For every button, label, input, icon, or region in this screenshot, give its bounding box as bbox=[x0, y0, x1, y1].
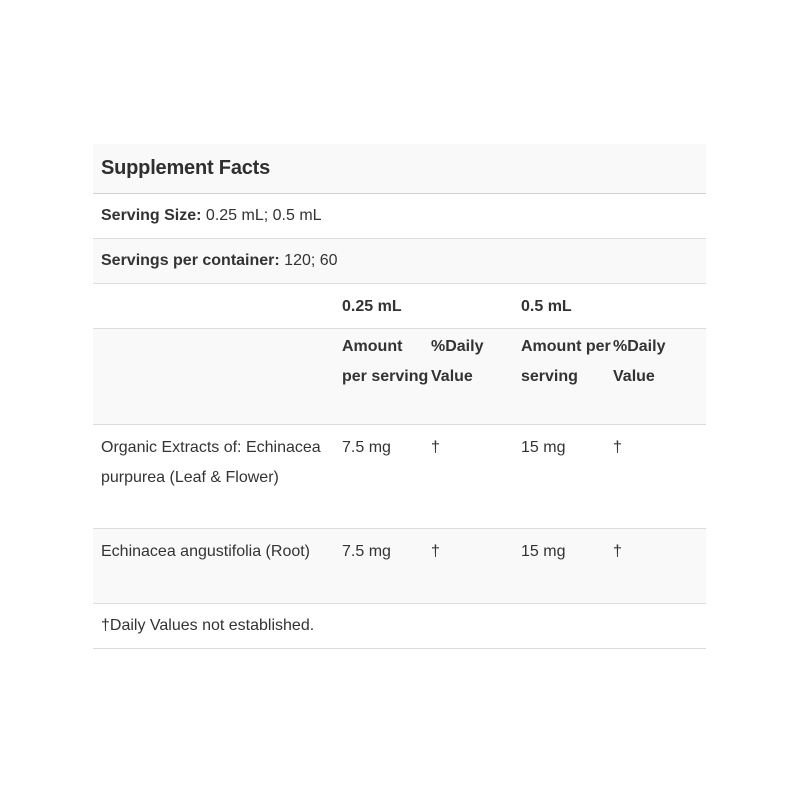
amount-b: 15 mg bbox=[521, 543, 566, 560]
dv-b: † bbox=[613, 543, 622, 560]
amount-a: 7.5 mg bbox=[342, 543, 391, 560]
footnote-row bbox=[93, 604, 706, 649]
title-row bbox=[93, 144, 706, 194]
serving-size-header-row bbox=[93, 284, 706, 329]
serving-size-row bbox=[93, 194, 706, 239]
column-header-row bbox=[93, 329, 706, 425]
dv-b: † bbox=[613, 439, 622, 456]
servings-per-container-label: Servings per container: bbox=[101, 252, 280, 269]
table-title: Supplement Facts bbox=[101, 157, 271, 179]
serving-size-label: Serving Size: bbox=[101, 207, 202, 224]
size-b-header: 0.5 mL bbox=[521, 298, 572, 315]
amount-a: 7.5 mg bbox=[342, 439, 391, 456]
footnote: †Daily Values not established. bbox=[101, 617, 315, 634]
serving-size-value: 0.25 mL; 0.5 mL bbox=[201, 207, 322, 224]
table-row bbox=[93, 425, 706, 529]
amount-b: 15 mg bbox=[521, 439, 566, 456]
serving-size bbox=[93, 207, 322, 225]
dv-header-b: %Daily Value bbox=[613, 338, 666, 385]
empty-cell bbox=[93, 284, 342, 328]
dv-a: † bbox=[431, 439, 440, 456]
ingredient-name: Echinacea angustifolia (Root) bbox=[101, 543, 311, 560]
dv-a: † bbox=[431, 543, 440, 560]
empty-cell bbox=[93, 329, 342, 424]
amount-header-a: Amount per serving bbox=[342, 338, 429, 385]
ingredient-name: Organic Extracts of: Echinacea purpurea (Leaf & Flower) bbox=[101, 439, 321, 486]
dv-header-a: %Daily Value bbox=[431, 338, 484, 385]
servings-per-container bbox=[93, 252, 338, 270]
servings-per-container-value: 120; 60 bbox=[279, 252, 338, 269]
table-row bbox=[93, 529, 706, 604]
servings-per-container-row bbox=[93, 239, 706, 284]
supplement-facts-table bbox=[93, 144, 706, 649]
amount-header-b: Amount per serving bbox=[521, 338, 611, 385]
size-a-header: 0.25 mL bbox=[342, 298, 402, 315]
